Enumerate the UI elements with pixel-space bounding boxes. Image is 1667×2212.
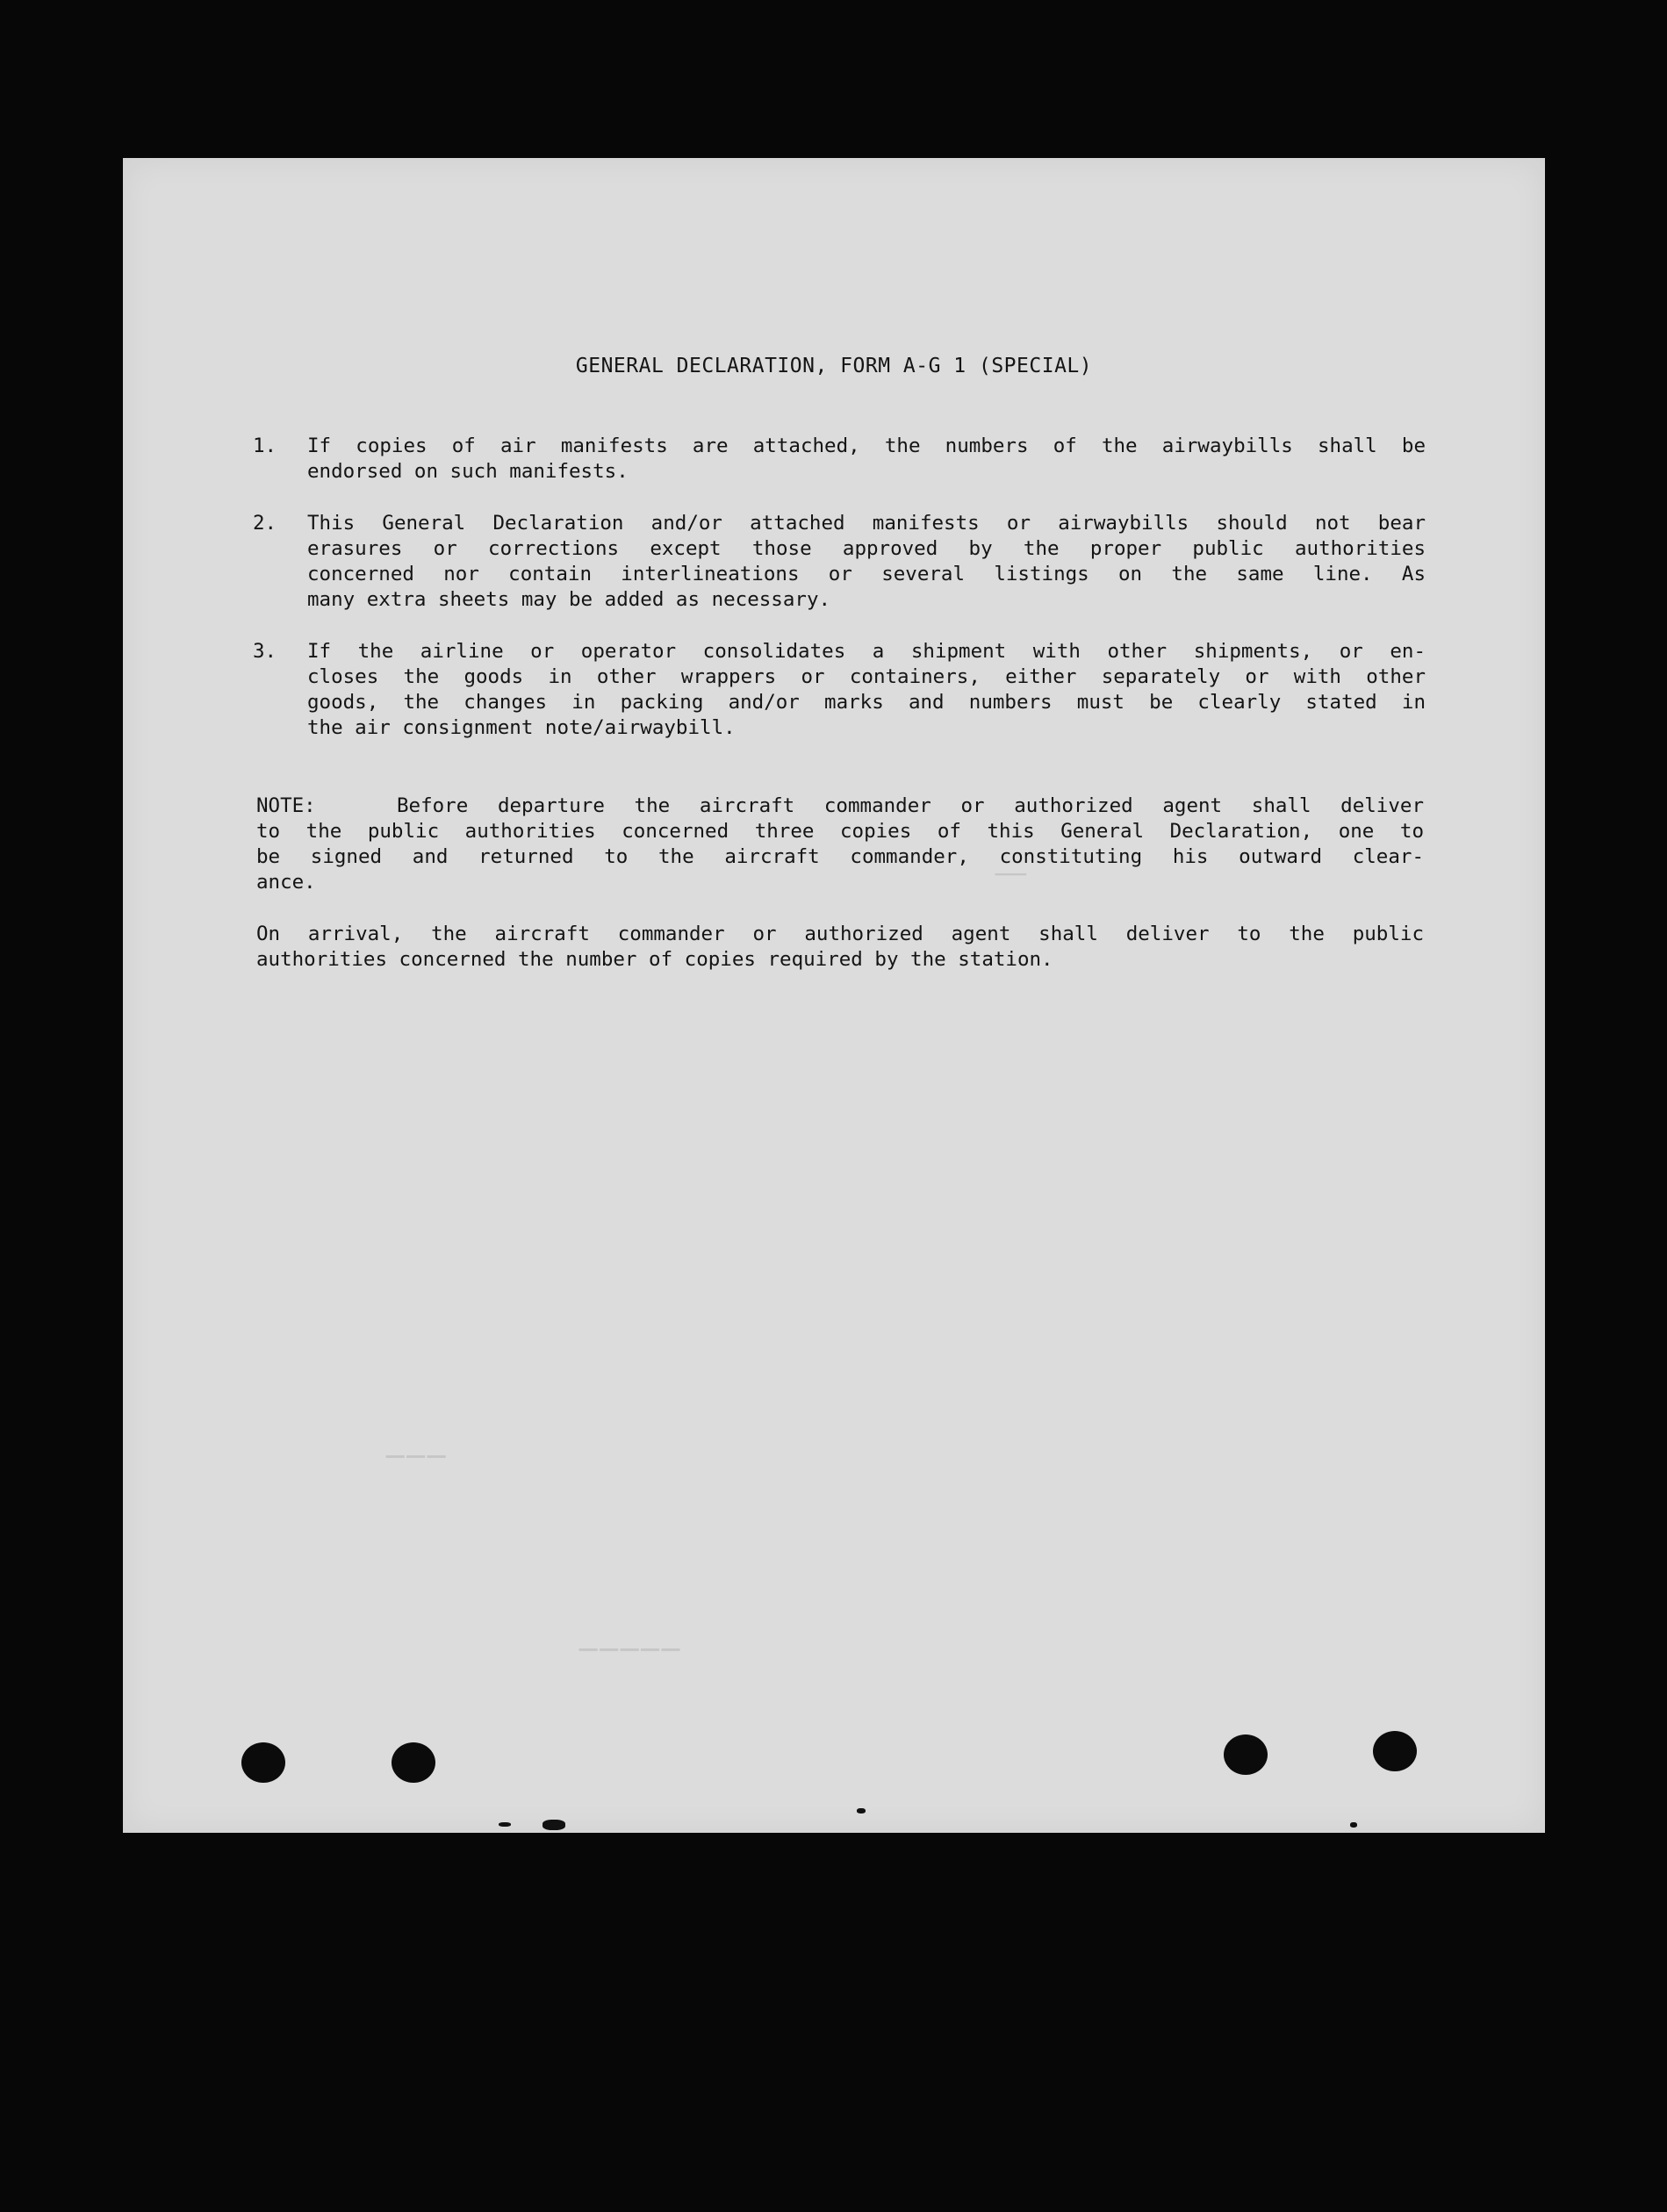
bleed-through-mark: ─────: [579, 1633, 683, 1668]
bleed-through-mark: │: [995, 865, 1026, 886]
note-first-line: Before departure the aircraft commander or authorized agent shall deliver: [397, 794, 1424, 817]
text-line: erasures or corrections except those approved by the proper public authorities: [307, 537, 1426, 560]
item-number: 3.: [253, 640, 277, 663]
speck: [1350, 1822, 1357, 1828]
note-paragraph: [256, 794, 1424, 895]
text-line: This General Declaration and/or attached manifests or airwaybills should not bear: [307, 512, 1426, 535]
text-line: the air consignment note/airwaybill.: [307, 716, 736, 739]
arrival-paragraph: [256, 922, 1424, 973]
punch-hole: [1373, 1731, 1417, 1771]
note-label: NOTE:: [256, 794, 316, 817]
text-line: endorsed on such manifests.: [307, 460, 629, 483]
speck: [542, 1820, 565, 1830]
text-line: [256, 794, 1424, 819]
item-number: 2.: [253, 512, 277, 535]
text-line: On arrival, the aircraft commander or authorized agent shall deliver to the public: [256, 923, 1424, 945]
speck: [499, 1822, 511, 1827]
bleed-through-mark: ───: [386, 1440, 449, 1475]
text-line: many extra sheets may be added as necessary.: [307, 588, 831, 611]
item-number: 1.: [253, 434, 277, 457]
text-line: to the public authorities concerned three copies of this General Declaration, one to: [256, 820, 1424, 843]
punch-hole: [1224, 1734, 1268, 1775]
item-text: [307, 639, 1426, 741]
text-line: authorities concerned the number of copies required by the station.: [256, 948, 1053, 971]
text-line: concerned nor contain interlineations or several listings on the same line. As: [307, 563, 1426, 585]
punch-hole: [241, 1742, 285, 1783]
text-line: be signed and returned to the aircraft commander, constituting his outward clear-: [256, 845, 1424, 868]
punch-hole: [392, 1742, 435, 1783]
text-line: ance.: [256, 871, 316, 894]
item-text: [307, 511, 1426, 613]
text-line: If the airline or operator consolidates a shipment with other shipments, or en-: [307, 640, 1426, 663]
form-title: GENERAL DECLARATION, FORM A-G 1 (SPECIAL): [575, 355, 1093, 377]
speck: [857, 1808, 866, 1813]
document-page: [123, 158, 1545, 1833]
text-line: closes the goods in other wrappers or containers, either separately or with other: [307, 665, 1426, 688]
text-line: If copies of air manifests are attached, the numbers of the airwaybills shall be: [307, 434, 1426, 457]
text-line: goods, the changes in packing and/or marks and numbers must be clearly stated in: [307, 691, 1426, 714]
item-text: [307, 434, 1426, 485]
